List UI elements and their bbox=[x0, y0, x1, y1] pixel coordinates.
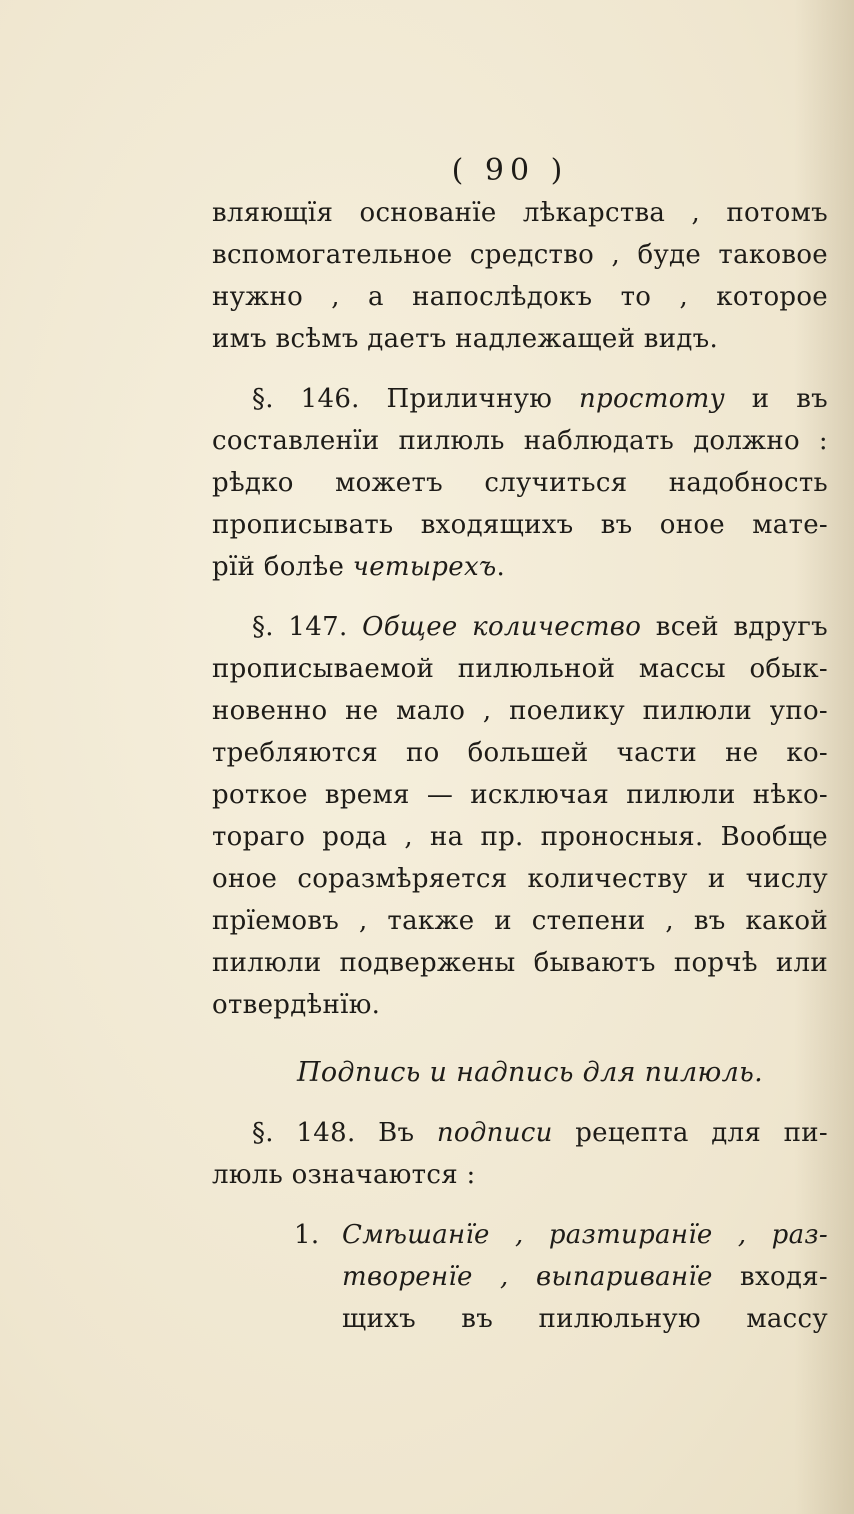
text-line: §. 147. Общее количество всей вдругъ bbox=[252, 612, 828, 642]
text-line: тораго рода , на пр. проносныя. Вообще bbox=[212, 822, 828, 852]
page-number: ( 90 ) bbox=[451, 153, 569, 188]
paragraph-146 bbox=[212, 378, 828, 588]
text-line: нужно , а напослѣдокъ то , которое bbox=[212, 282, 828, 312]
text-line: новенно не мало , поелику пилюли упо- bbox=[212, 696, 828, 726]
text-line: творенїе , выпариванїе входя- bbox=[342, 1262, 828, 1292]
text-line: §. 148. Въ подписи рецепта для пи- bbox=[252, 1118, 828, 1148]
text-line: оное соразмѣряется количеству и числу bbox=[212, 864, 828, 894]
text-line: требляются по большей части не ко- bbox=[212, 738, 828, 768]
paragraph-continuation bbox=[212, 192, 828, 360]
text-line: рїй болѣе четырехъ. bbox=[212, 552, 506, 582]
text-line: составленїи пилюль наблюдать должно : bbox=[212, 426, 828, 456]
section-heading: Подпись и надпись для пилюль. bbox=[297, 1057, 763, 1088]
list-item-number: 1. bbox=[294, 1220, 320, 1250]
text-line: роткое время — исключая пилюли нѣко- bbox=[212, 780, 828, 810]
text-line: пилюли подвержены бываютъ порчѣ или bbox=[212, 948, 828, 978]
text-line: вспомогательное средство , буде таковое bbox=[212, 240, 828, 270]
paragraph-148 bbox=[212, 1112, 828, 1196]
text-line: рѣдко можетъ случиться надобность bbox=[212, 468, 828, 498]
text-line: прописывать входящихъ въ оное мате- bbox=[212, 510, 828, 540]
text-line: вляющїя основанїе лѣкарства , потомъ bbox=[212, 198, 828, 228]
paragraph-147 bbox=[212, 606, 828, 1026]
page-text bbox=[212, 150, 828, 1340]
text-line: §. 146. Приличную простоту и въ bbox=[252, 384, 828, 414]
text-line: Смѣшанїе , разтиранїе , раз- bbox=[342, 1220, 828, 1250]
text-line: имъ всѣмъ даетъ надлежащей видъ. bbox=[212, 324, 719, 354]
text-line: люль означаются : bbox=[212, 1160, 476, 1190]
text-line: прописываемой пилюльной массы обык- bbox=[212, 654, 828, 684]
text-line: щихъ въ пилюльную массу bbox=[342, 1304, 828, 1334]
text-line: отвердѣнїю. bbox=[212, 990, 381, 1020]
text-line: прїемовъ , также и степени , въ какой bbox=[212, 906, 828, 936]
list-item bbox=[212, 1214, 828, 1340]
